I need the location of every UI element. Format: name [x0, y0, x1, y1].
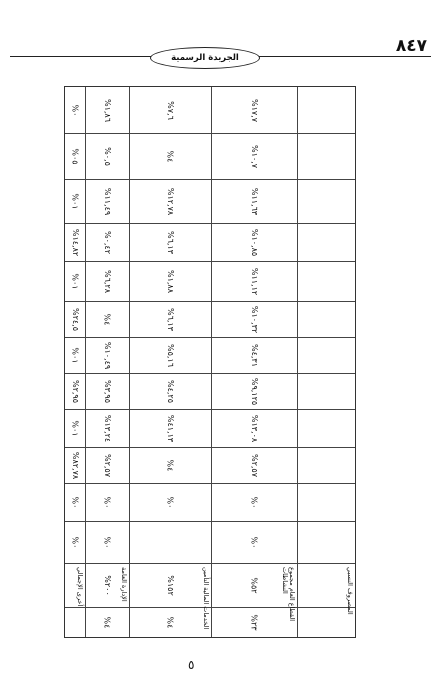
row-divider — [65, 409, 355, 410]
table-cell: %٠ — [70, 104, 80, 116]
table-cell: %٠ — [70, 496, 80, 508]
table-cell: %٠ — [70, 536, 80, 548]
table-cell: %١١,٦٣ — [249, 187, 259, 215]
table-cell: %١٥٢ — [165, 574, 175, 596]
row-label: المصروف النسبي — [346, 567, 354, 615]
table-cell: %٤ — [102, 616, 112, 628]
row-label: أخرى الإجمالي — [76, 567, 84, 607]
table-cell: %٤ — [165, 616, 175, 628]
table-cell: %١٣,٢٤ — [102, 414, 112, 442]
row-divider — [65, 337, 355, 338]
column-divider — [211, 87, 212, 637]
row-label: الخدمات المالية التأمين — [202, 567, 210, 630]
row-divider — [65, 521, 355, 522]
table-cell: %٥,١٦ — [165, 343, 175, 367]
table-cell: %٤,٢٥ — [165, 379, 175, 403]
row-divider — [65, 301, 355, 302]
table-cell: %٧,٦ — [165, 100, 175, 120]
row-divider — [65, 223, 355, 224]
column-divider — [129, 87, 130, 637]
table-cell: %٠ — [249, 496, 259, 508]
table-cell: %٦,٢٨ — [102, 269, 112, 293]
page-number: ٨٤٧ — [395, 36, 427, 56]
table-cell: %٨٢,٧٨ — [70, 451, 80, 479]
table-cell: %٠ — [102, 536, 112, 548]
row-divider — [65, 447, 355, 448]
table-cell: %٠١ — [70, 272, 80, 290]
table-cell: %٤ — [102, 313, 112, 325]
table-cell: %٦,١٣ — [165, 307, 175, 331]
table-cell: %٢٣ — [249, 613, 259, 631]
table-cell: %١,٨٦ — [102, 98, 112, 122]
table-cell: %٠٥ — [70, 147, 80, 165]
table-cell: %١٧,٧ — [249, 98, 259, 122]
table-cell: %١٣,٠٨ — [249, 414, 259, 442]
table-cell: %١١,٤٩ — [102, 187, 112, 215]
table-cell: %٢,٩٥ — [70, 379, 80, 403]
row-label: القطاع العام مجموع النشاطات — [281, 567, 296, 621]
row-divider — [65, 563, 355, 564]
table-cell: %٢,٥٧ — [102, 453, 112, 477]
row-divider — [65, 179, 355, 180]
table-cell: %١٤,٨٢ — [70, 228, 80, 256]
table-cell: %٠ — [249, 536, 259, 548]
footer-mark: ٥ — [188, 658, 195, 672]
row-divider — [65, 261, 355, 262]
table-cell: %٠,٥ — [102, 146, 112, 166]
table-cell: %٠,٤٢ — [102, 230, 112, 254]
table-cell: %١٠,٨٥ — [249, 228, 259, 256]
table-cell: %٤١,١٣ — [165, 414, 175, 442]
table-cell: %٤ — [165, 459, 175, 471]
table-cell: %٠ — [165, 496, 175, 508]
table-cell: %١٠,٧ — [249, 144, 259, 168]
table-cell: %٠١ — [70, 419, 80, 437]
table-cell: %٣,٩٥ — [102, 379, 112, 403]
row-label: الإدارة العامة — [120, 567, 128, 602]
column-divider — [297, 87, 298, 637]
header-title: الجريدة الرسمية — [171, 53, 239, 63]
table-cell: %٠١ — [70, 192, 80, 210]
table-cell: %١,٨٨ — [165, 269, 175, 293]
table-cell: %٤,٣١ — [249, 343, 259, 367]
table-cell: %٥٢ — [249, 576, 259, 594]
table-cell: %٢٤,٥ — [70, 307, 80, 331]
table-cell: %٠١ — [70, 346, 80, 364]
table-cell: %١٠,٣٢ — [249, 305, 259, 333]
table-cell: %١١,١٢ — [249, 267, 259, 295]
data-table — [64, 86, 356, 638]
row-divider — [65, 373, 355, 374]
table-cell: %١٢,٧٨ — [165, 187, 175, 215]
table-cell: %١٠,٤٩ — [102, 341, 112, 369]
header-title-oval — [150, 47, 260, 69]
table-cell: %٤ — [165, 150, 175, 162]
table-cell: %٢,٥٧ — [249, 453, 259, 477]
table-cell: %٢٠٠ — [102, 574, 112, 596]
row-divider — [65, 133, 355, 134]
row-divider — [65, 483, 355, 484]
table-cell: %٠ — [102, 496, 112, 508]
table-cell: %٩,١٢٥ — [249, 377, 259, 405]
column-divider — [85, 87, 86, 637]
table-cell: %٦,١٣ — [165, 230, 175, 254]
